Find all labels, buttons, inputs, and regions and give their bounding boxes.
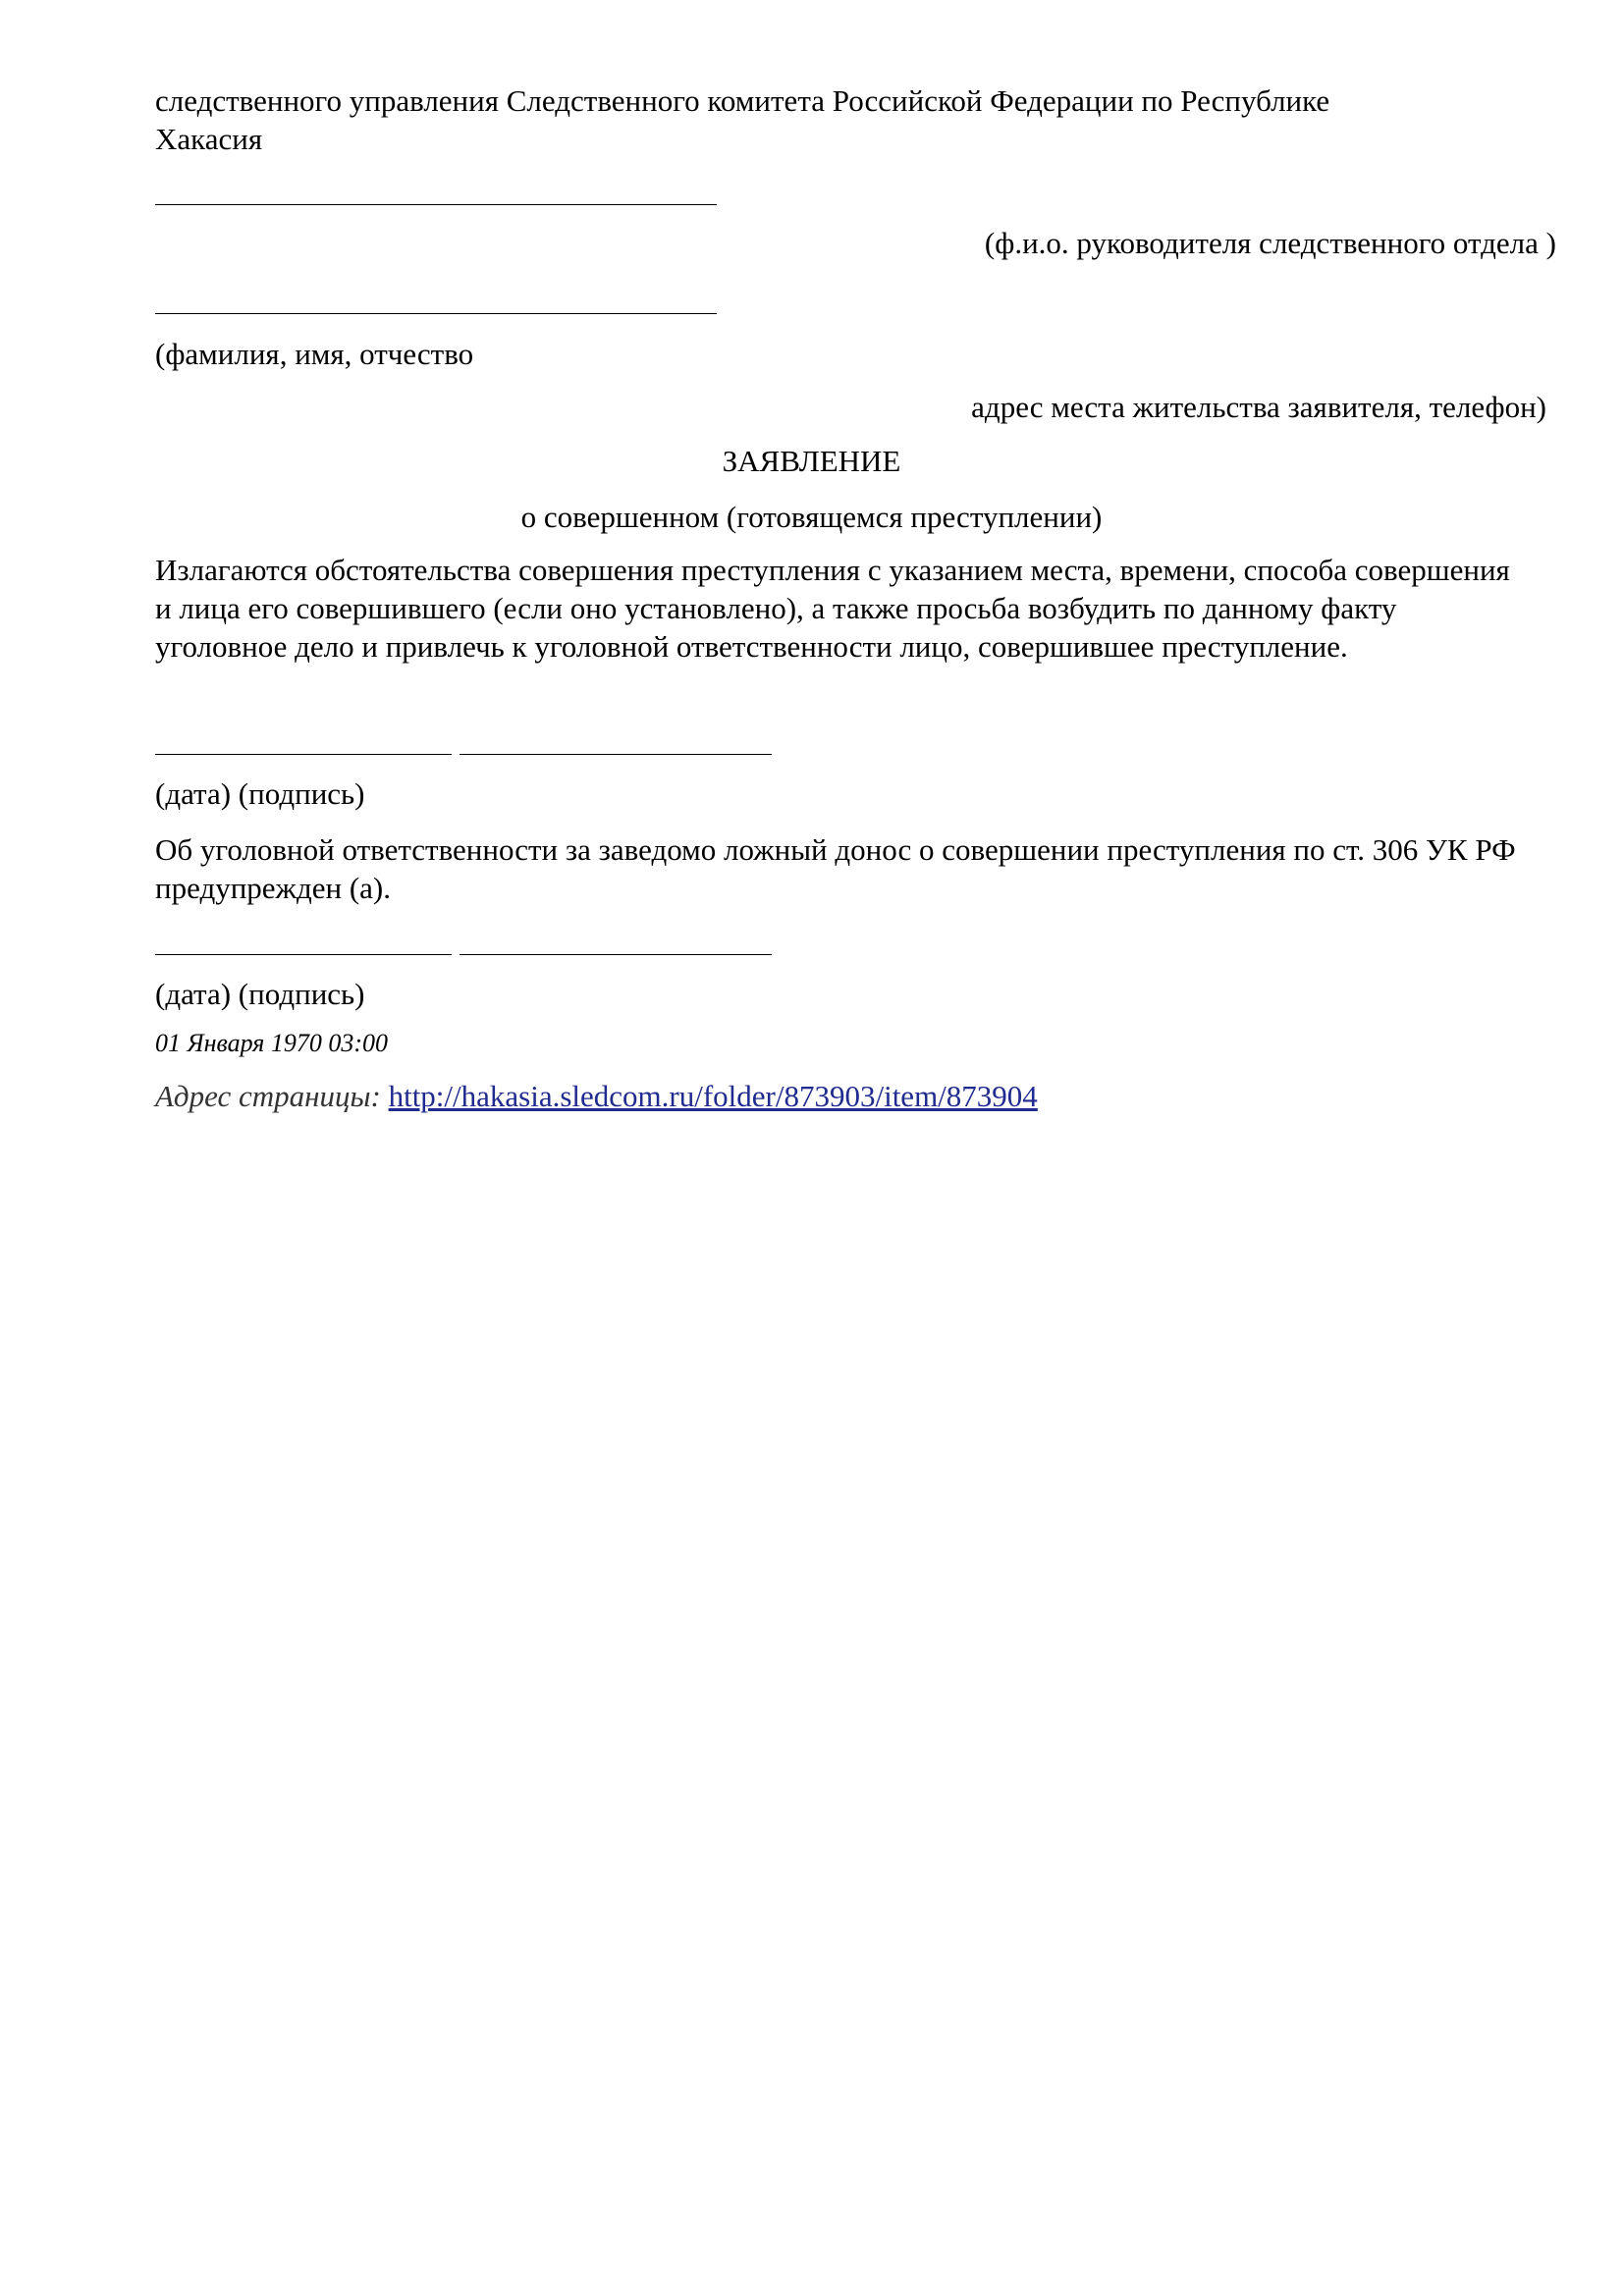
statement-body: Излагаются обстоятельства совершения преступления с указанием места, времени, способа совершения и лица его совершившего (если оно установлено), а также просьба возбудить по данному факту уголовное дело и привлечь к уголовной ответственности лицо, совершившее преступление. — [155, 553, 1510, 664]
head-name-blank-line — [155, 204, 717, 205]
signature-caption-1: (дата) (подпись) — [155, 776, 365, 811]
applicant-caption-line-1: (фамилия, имя, отчество — [155, 337, 474, 371]
date-blank-line-2 — [155, 954, 452, 955]
authority-line-1: следственного управления Следственного комитета Российской Федерации по Республике — [155, 83, 1330, 118]
page-address — [155, 1077, 1038, 1115]
publication-date: 01 Января 1970 03:00 — [155, 1029, 388, 1057]
signature-blank-line-1 — [460, 754, 772, 755]
page-address-label: Адрес страницы: — [155, 1079, 381, 1113]
page-address-link[interactable]: http://hakasia.sledcom.ru/folder/873903/item/873904 — [388, 1079, 1038, 1113]
head-name-caption: (ф.и.о. руководителя следственного отдела ) — [984, 226, 1556, 260]
date-blank-line-1 — [155, 754, 452, 755]
document-title: ЗАЯВЛЕНИЕ — [722, 444, 901, 478]
applicant-caption-line-2: адрес места жительства заявителя, телефон) — [971, 390, 1546, 424]
authority-line-2: Хакасия — [155, 122, 263, 156]
applicant-blank-line — [155, 313, 717, 314]
document-subtitle: о совершенном (готовящемся преступлении) — [520, 500, 1103, 534]
signature-blank-line-2 — [460, 954, 772, 955]
signature-caption-2: (дата) (подпись) — [155, 977, 365, 1011]
false-report-warning: Об уголовной ответственности за заведомо ложный донос о совершении преступления по ст. 306 УК РФ предупрежден (а). — [155, 832, 1516, 905]
